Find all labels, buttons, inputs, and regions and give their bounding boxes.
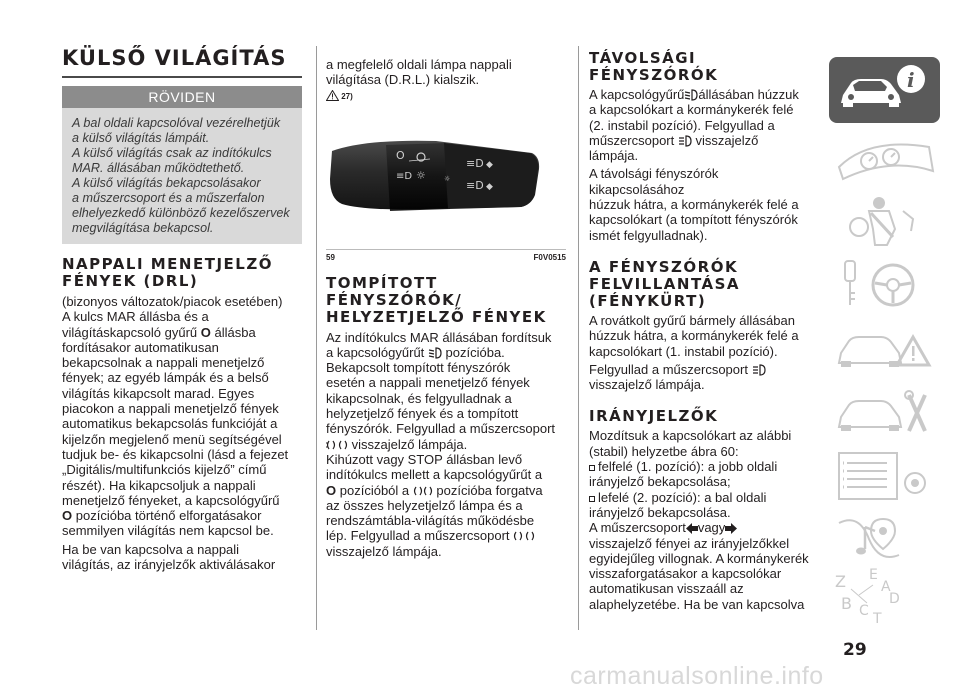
car-warning-icon: [829, 317, 940, 379]
key-steering-icon: [829, 253, 940, 315]
column-1: [62, 46, 302, 572]
spec-list-icon: [829, 445, 940, 507]
svg-text:≡D: ≡D: [396, 170, 413, 182]
low-beam-paragraph: [326, 330, 566, 559]
chapter-sidebar: [829, 57, 940, 625]
text-line: Kihúzott vagy STOP állásban levő: [326, 451, 523, 467]
summary-heading: RÖVIDEN: [62, 86, 302, 108]
column-divider: [316, 46, 317, 630]
text-line: ismét felgyulladnak).: [589, 227, 708, 243]
text-line: visszajelző fényei az irányjelzőkkel: [589, 535, 790, 551]
position-lights-icon: [413, 485, 433, 497]
summary-text: [62, 108, 302, 236]
sidebar-tab-maintenance[interactable]: [829, 381, 940, 447]
text-line: kijelzőn megjelenő menü segítségével: [62, 431, 282, 447]
summary-line: MAR. állásában működtethető.: [72, 161, 245, 175]
index-letter: B: [841, 594, 852, 613]
svg-text:O: O: [396, 148, 405, 162]
svg-text:≡D: ≡D: [466, 156, 484, 170]
text-line: Bekapcsolt tompított fényszórók: [326, 360, 511, 376]
heading-line: FÉNYSZÓRÓK/: [326, 290, 463, 309]
text-line: Felgyullad a műszercsoport: [589, 362, 811, 377]
text-line: húzzuk hátra, a kormánykerék felé a: [589, 197, 799, 213]
position-lights-icon: [513, 530, 535, 542]
text-line: visszajelző lámpája.: [326, 437, 566, 452]
figure-code: F0V0515: [533, 252, 566, 262]
warning-reference: 27): [326, 90, 566, 101]
text-line: A kapcsológyűrű állásában húzzuk: [589, 87, 799, 102]
text-line: tudjuk be- és kikapcsolni (lásd a fejezet: [62, 446, 289, 462]
text-line: automatikusan visszaáll az: [589, 581, 744, 597]
heading-line: NAPPALI MENETJELZŐ: [62, 255, 273, 273]
sidebar-tab-car-info[interactable]: [829, 57, 940, 123]
svg-text:☼: ☼: [444, 174, 451, 183]
text-line: (stabil) helyzetbe ábra 60:: [589, 443, 739, 459]
text-line: piacokon a nappali menetjelző fények: [62, 401, 279, 417]
text-line: az összes helyzetjelző lámpa és a: [326, 497, 523, 513]
sidebar-tab-technical-data[interactable]: [829, 445, 940, 511]
text-line: a kapcsológyűrűt pozícióba.: [326, 344, 505, 360]
sidebar-tab-emergency[interactable]: [829, 317, 940, 383]
watermark: carmanualsonline.info: [570, 662, 824, 690]
text-line: alaphelyzetébe. Ha be van kapcsolva: [589, 596, 805, 612]
text-line: a megfelelő oldali lámpa nappali: [326, 57, 512, 72]
sidebar-tab-safety[interactable]: [829, 189, 940, 255]
drl-paragraph: [62, 294, 302, 572]
heading-line: (FÉNYKÜRT): [589, 291, 707, 310]
index-letter: C: [859, 603, 869, 619]
car-info-icon: [829, 57, 940, 123]
low-beam-icon: [428, 347, 442, 359]
summary-line: A külső világítás csak az indítókulcs: [72, 146, 272, 160]
text-line: részét). Ha kikapcsoljuk a nappali: [62, 477, 256, 493]
summary-line: a külső világítás lámpáit.: [72, 131, 210, 145]
position-lights-icon: [326, 439, 348, 451]
text-line: lefelé (2. pozíció): a bal oldali: [589, 490, 811, 505]
sidebar-tab-index[interactable]: [829, 565, 940, 631]
text-line: O pozícióba történő elforgatásakor: [62, 508, 262, 524]
text-line: automatikus bekapcsolás funkcióját a: [62, 416, 278, 432]
text-line: egyidejűleg villognak. A kormánykerék: [589, 550, 809, 566]
ring-off-symbol: O: [200, 324, 211, 340]
high-beam-paragraph: [589, 87, 811, 243]
section-heading-low-beam: [326, 275, 566, 326]
index-letter: E: [869, 567, 878, 583]
text-line: visszajelző lámpája.: [326, 543, 442, 559]
right-turn-arrow-icon: [725, 523, 737, 534]
column-divider: [578, 46, 579, 630]
warning-triangle-icon: [326, 90, 339, 101]
text-line: irányjelző bekapcsolása.: [589, 504, 731, 520]
index-letter: D: [889, 591, 900, 607]
bullet-icon: [589, 465, 595, 471]
index-letter: Z: [835, 572, 846, 591]
text-line: helyzetjelző fények és a tompított: [326, 406, 519, 422]
text-line: Az indítókulcs MAR állásában fordítsuk: [326, 329, 552, 345]
text-line: visszajelző lámpája.: [589, 377, 705, 393]
text-line: a kapcsolókart a kormánykerék felé: [589, 102, 794, 118]
left-turn-arrow-icon: [686, 523, 698, 534]
text-line: visszaforgatásakor a kapcsolókar: [589, 566, 782, 582]
ring-off-symbol: O: [326, 482, 337, 498]
heading-line: TOMPÍTOTT: [326, 273, 438, 292]
text-line: Mozdítsuk a kapcsolókart az alábbi: [589, 428, 792, 444]
text-line: irányjelző bekapcsolása;: [589, 474, 731, 490]
svg-text:◆: ◆: [486, 159, 493, 170]
column-2: [326, 57, 566, 559]
text-line: Ha be van kapcsolva a nappali: [62, 541, 240, 557]
svg-text:≡D: ≡D: [466, 178, 484, 192]
heading-line: FÉNYSZÓRÓK: [589, 66, 719, 84]
text-line: kapcsolókart (1. instabil pozíció).: [589, 343, 778, 359]
heading-line: HELYZETJELZŐ FÉNYEK: [326, 307, 547, 326]
intro-paragraph: [326, 57, 566, 88]
text-line: húzzuk hátra, a kormánykerék felé a: [589, 328, 799, 344]
summary-line: a műszercsoport és a műszerfalon: [72, 191, 265, 205]
svg-text:i: i: [907, 68, 915, 92]
title-underline: [62, 76, 302, 78]
bullet-icon: [589, 496, 595, 502]
seatbelt-icon: [829, 189, 940, 251]
text-line: A műszercsoport vagy: [589, 520, 811, 535]
text-line: (2. instabil pozíció). Felgyullad a: [589, 117, 775, 133]
text-line: A kulcs MAR állásba és a: [62, 309, 209, 325]
text-line: világítása (D.R.L.) kialszik.: [326, 72, 480, 88]
text-line: A rovátkolt gyűrű bármely állásában: [589, 312, 795, 328]
dashboard-icon: [829, 127, 940, 189]
section-heading-high-beam: [589, 50, 811, 84]
column-3: [589, 50, 811, 612]
section-heading-flash: [589, 259, 811, 310]
text-line: világítás kikapcsolt marad. Egyes: [62, 385, 255, 401]
text-line: lép. Felgyullad a műszercsoport: [326, 528, 566, 543]
index-letter: A: [881, 579, 891, 595]
light-switch-stalk-image: [326, 109, 566, 247]
page-number: 29: [843, 640, 867, 660]
summary-box: [62, 86, 302, 244]
text-line: műszercsoport visszajelző lámpája.: [589, 132, 759, 164]
text-line: fényszórók. Felgyullad a műszercsoport: [326, 421, 556, 437]
text-line: bekapcsolnak a nappali menetjelző: [62, 355, 265, 371]
figure-caption-line: [326, 249, 566, 250]
car-wrench-icon: [829, 381, 940, 443]
heading-line: A FÉNYSZÓRÓK: [589, 257, 739, 276]
index-letter: T: [873, 611, 882, 627]
text-line: semmilyen világítás nem kapcsol be.: [62, 523, 274, 539]
section-heading-drl: [62, 256, 302, 290]
turn-paragraph: [589, 428, 811, 612]
flash-paragraph: [589, 313, 811, 392]
sidebar-tab-starting[interactable]: [829, 253, 940, 319]
summary-line: megvilágítása bekapcsol.: [72, 221, 214, 235]
high-beam-icon: [752, 364, 766, 376]
figure-light-switch-stalk: [326, 109, 566, 262]
text-line: világításkapcsoló gyűrű O állásba: [62, 324, 256, 340]
ring-off-symbol: O: [62, 508, 73, 524]
heading-line: TÁVOLSÁGI: [589, 49, 697, 67]
text-line: fordításakor automatikusan: [62, 339, 219, 355]
text-line: kapcsolókart (a tompított fényszórók: [589, 212, 798, 228]
index-letters-icon: [829, 565, 940, 627]
text-line: A távolsági fényszórók kikapcsolásához: [589, 166, 719, 197]
text-line: menetjelző fényeket, a kapcsológyűrű: [62, 492, 280, 508]
text-line: esetén a nappali menetjelző fények: [326, 375, 530, 391]
summary-line: A külső világítás bekapcsolásakor: [72, 176, 261, 190]
text-line: felfelé (1. pozíció): a jobb oldali: [589, 459, 811, 474]
text-line: világítás, az irányjelzők aktiválásakor: [62, 557, 276, 573]
high-beam-icon: [678, 135, 692, 147]
low-beam-icon: [684, 89, 698, 101]
text-line: fények; az egyéb lámpák és a belső: [62, 370, 269, 386]
summary-line: elhelyezkedő különböző kezelőszervek: [72, 206, 290, 220]
figure-number: 59: [326, 252, 335, 262]
section-heading-turn: IRÁNYJELZŐK: [589, 407, 719, 426]
heading-line: FELVILLANTÁSA: [589, 274, 741, 293]
sidebar-tab-dashboard[interactable]: [829, 127, 940, 193]
text-line: rendszámtábla-világítás működésbe: [326, 513, 535, 529]
summary-line: A bal oldali kapcsolóval vezérelhetjük: [72, 116, 281, 130]
heading-line: FÉNYEK (DRL): [62, 272, 199, 290]
music-nav-icon: [829, 509, 940, 571]
text-line: (bizonyos változatok/piacok esetében): [62, 294, 283, 309]
page-title: KÜLSŐ VILÁGÍTÁS: [62, 46, 287, 70]
svg-text:◆: ◆: [486, 181, 493, 192]
text-line: O pozícióból a pozícióba forgatva: [326, 482, 543, 498]
text-line: kikapcsolnak, és felgyulladnak a: [326, 390, 512, 406]
text-line: „Digitális/multifunkciós kijelző” című: [62, 462, 267, 478]
text-line: indítókulcs mellett a kapcsológyűrűt a: [326, 467, 543, 483]
svg-text:☼: ☼: [416, 168, 426, 182]
